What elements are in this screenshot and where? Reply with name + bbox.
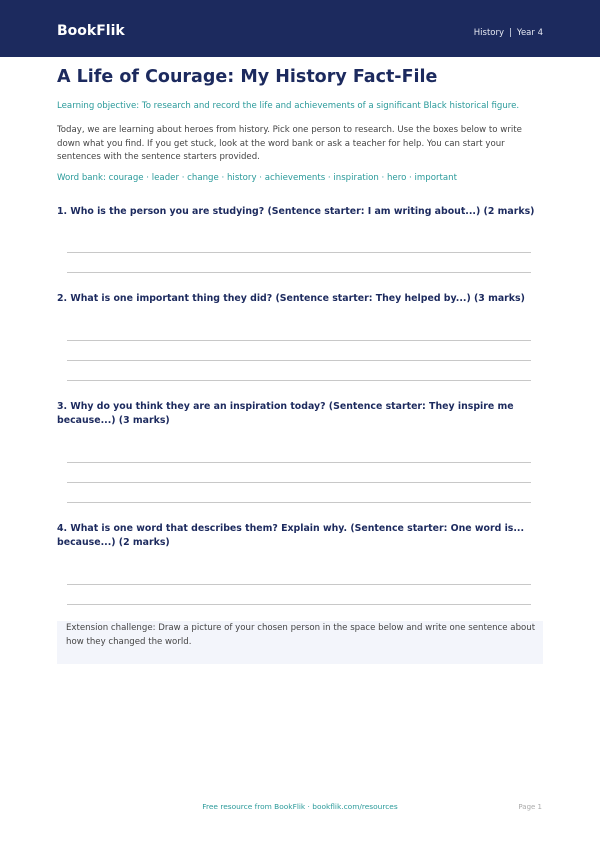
answer-line[interactable] — [67, 340, 531, 341]
answer-line[interactable] — [67, 272, 531, 273]
answer-line[interactable] — [67, 252, 531, 253]
learning-objective: Learning objective: To research and record the life and achievements of a significant Black historical figure. — [57, 101, 520, 111]
brand-logo[interactable]: BookFlik — [57, 23, 125, 39]
breadcrumb-year[interactable]: Year 4 — [516, 28, 543, 38]
answer-line[interactable] — [67, 502, 531, 503]
answer-line[interactable] — [67, 360, 531, 361]
breadcrumb — [474, 28, 543, 38]
question-4: 4. What is one word that describes them? Explain why. (Sentence starter: One word is... because...) (2 marks) — [57, 523, 525, 548]
answer-line[interactable] — [67, 482, 531, 483]
answer-line[interactable] — [67, 584, 531, 585]
page-number: Page 1 — [518, 803, 542, 811]
footer-credit[interactable]: Free resource from BookFlik · bookflik.com/resources — [202, 802, 398, 811]
extension-challenge-text: Extension challenge: Draw a picture of your chosen person in the space below and write one sentence about how they changed the world. — [66, 623, 536, 647]
question-3: 3. Why do you think they are an inspiration today? (Sentence starter: They inspire me because...) (3 marks) — [57, 401, 514, 426]
page-title: A Life of Courage: My History Fact-File — [57, 67, 438, 87]
answer-line[interactable] — [67, 462, 531, 463]
breadcrumb-separator: | — [509, 28, 512, 38]
word-bank: Word bank: courage · leader · change · history · achievements · inspiration · hero · important — [57, 173, 457, 183]
intro-paragraph: Today, we are learning about heroes from history. Pick one person to research. Use the boxes below to write down what you find. If you get stuck, look at the word bank or ask a teacher for help. You can start your sentences with the sentence starters provided. — [57, 125, 522, 162]
extension-box[interactable] — [57, 621, 543, 664]
breadcrumb-subject[interactable]: History — [473, 28, 505, 38]
question-1: 1. Who is the person you are studying? (Sentence starter: I am writing about...) (2 marks) — [57, 206, 535, 217]
answer-line[interactable] — [67, 604, 531, 605]
question-2: 2. What is one important thing they did? (Sentence starter: They helped by...) (3 marks) — [57, 293, 525, 304]
answer-line[interactable] — [67, 380, 531, 381]
header-bar — [0, 0, 600, 57]
